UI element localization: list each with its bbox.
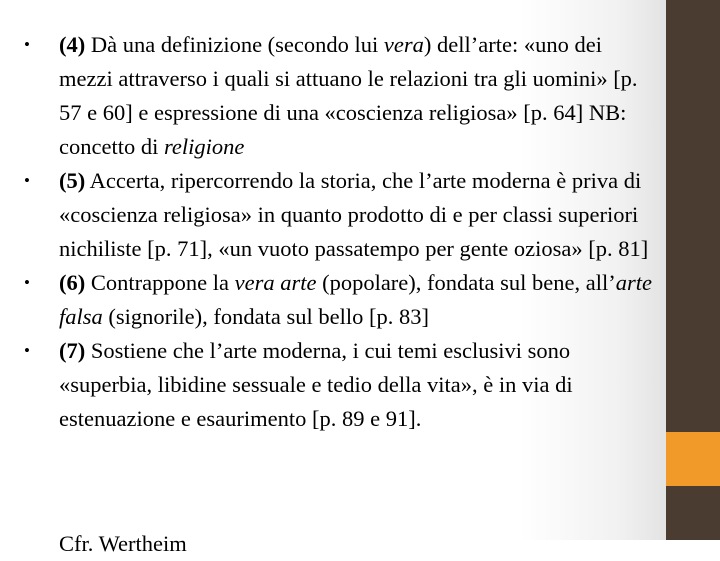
bullet-italic-text: vera arte (234, 270, 317, 295)
bullet-dot-icon: • (24, 273, 30, 292)
bullet-list (24, 28, 654, 436)
bullet-number: (7) (59, 338, 86, 363)
bullet-italic-text: vera (383, 32, 424, 57)
bullet-item-5 (24, 164, 654, 266)
overflow-text: Cfr. Wertheim (59, 531, 187, 556)
bullet-dot-icon: • (24, 171, 30, 190)
bullet-item-4 (24, 28, 654, 164)
bullet-number: (5) (59, 168, 86, 193)
bullet-dot-icon: • (24, 35, 30, 54)
bullet-text: (signorile), fondata sul bello [p. 83] (102, 304, 429, 329)
bullet-text: Accerta, ripercorrendo la storia, che l’arte moderna è priva di «coscienza religiosa» in quanto prodotto di e per classi superiori nichiliste [p. 71], «un vuoto passatempo per gente oziosa» [p. 81] (59, 168, 649, 261)
bullet-text: Contrappone la (85, 270, 235, 295)
sidebar-accent-square (666, 432, 720, 486)
bullet-number: (6) (59, 270, 86, 295)
bullet-text: ) dell’arte: «uno dei mezzi attraverso i quali si attuano le relazioni tra gli uomini» [p. 57 e 60] e espressione di una «coscienza religiosa» [p. 64] NB: concetto di (59, 32, 638, 159)
bullet-text: Dà una definizione (secondo lui (85, 32, 384, 57)
bullet-text: (popolare), fondata sul bene, all’ (316, 270, 616, 295)
bullet-item-6 (24, 266, 654, 334)
bullet-number: (4) (59, 32, 86, 57)
bullet-italic-text: arte falsa (59, 270, 652, 329)
bullet-item-7 (24, 334, 654, 436)
bullet-dot-icon: • (24, 341, 30, 360)
bullet-italic-text: religione (163, 134, 245, 159)
bullet-text: Sostiene che l’arte moderna, i cui temi esclusivi sono «superbia, libidine sessuale e tedio della vita», è in via di estenuazione e esaurimento [p. 89 e 91]. (59, 338, 573, 431)
